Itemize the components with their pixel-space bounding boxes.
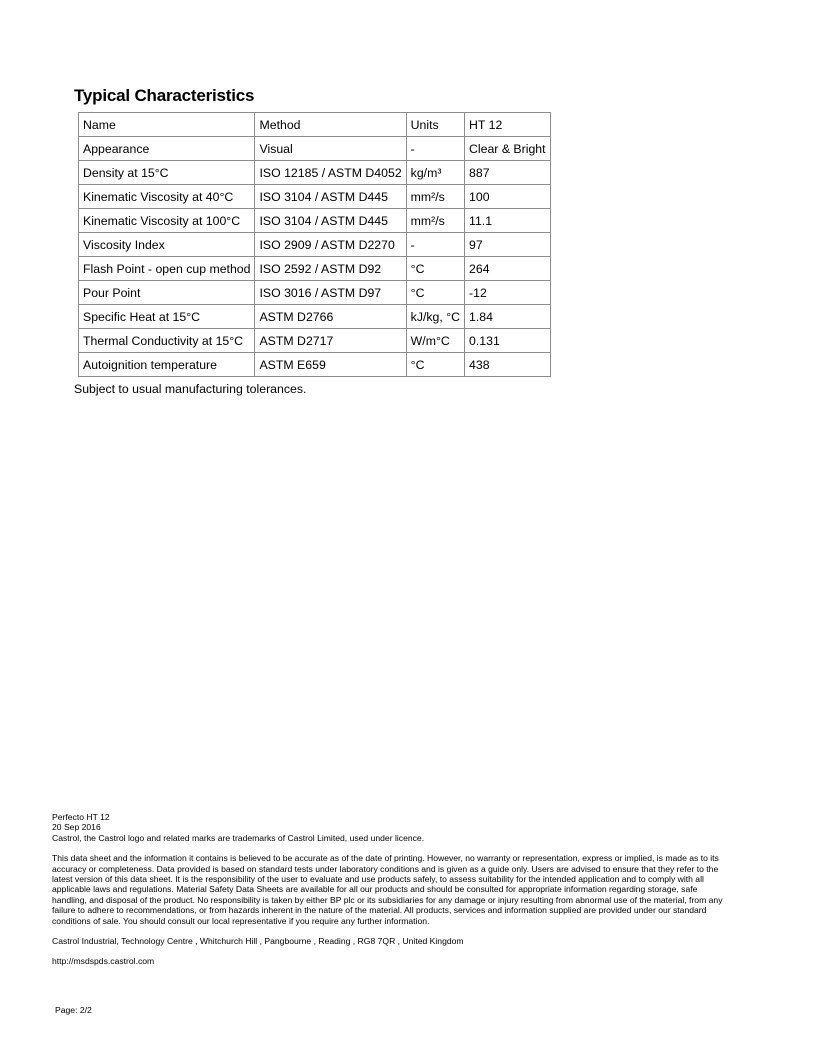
cell-value: 97 [465, 233, 551, 257]
cell-method: ISO 2909 / ASTM D2270 [255, 233, 406, 257]
table-row [79, 257, 551, 281]
cell-method: ASTM E659 [255, 353, 406, 377]
cell-name: Viscosity Index [79, 233, 255, 257]
cell-name: Kinematic Viscosity at 100°C [79, 209, 255, 233]
footer-disclaimer: This data sheet and the information it contains is believed to be accurate as of the date of printing. However, no warranty or representation, express or implied, is made as to its accuracy or completeness. Data provided is based on standard tests under laboratory conditions and is given as a guide only. Users are advised to ensure that they refer to the latest version of this data sheet. It is the responsibility of the user to evaluate and use products safely, to assess suitability for the intended application and to comply with all applicable laws and regulations. Material Safety Data Sheets are available for all our products and should be consulted for appropriate information regarding storage, safe handling, and disposal of the product. No responsibility is taken by either BP plc or its subsidiaries for any damage or injury resulting from abnormal use of the material, from any failure to adhere to recommendations, or from hazards inherent in the nature of the material. All products, services and information supplied are provided under our standard conditions of sale. You should consult our local representative if you require any further information. [52, 853, 723, 926]
cell-method: Visual [255, 137, 406, 161]
header-method: Method [255, 113, 406, 137]
cell-name: Density at 15°C [79, 161, 255, 185]
cell-method: ASTM D2766 [255, 305, 406, 329]
header-product: HT 12 [465, 113, 551, 137]
cell-value: 264 [465, 257, 551, 281]
page-number: Page: 2/2 [55, 1005, 92, 1015]
table-row [79, 281, 551, 305]
cell-name: Thermal Conductivity at 15°C [79, 329, 255, 353]
table-row [79, 305, 551, 329]
table-header-row [79, 113, 551, 137]
cell-method: ISO 3104 / ASTM D445 [255, 209, 406, 233]
cell-units: °C [406, 353, 464, 377]
cell-units: W/m°C [406, 329, 464, 353]
characteristics-table [78, 112, 551, 377]
cell-units: - [406, 137, 464, 161]
cell-units: kg/m³ [406, 161, 464, 185]
table-row [79, 137, 551, 161]
cell-method: ASTM D2717 [255, 329, 406, 353]
cell-units: °C [406, 281, 464, 305]
section-title: Typical Characteristics [74, 86, 255, 105]
cell-value: 887 [465, 161, 551, 185]
table-row [79, 329, 551, 353]
footer-website: http://msdspds.castrol.com [52, 956, 155, 967]
cell-value: -12 [465, 281, 551, 305]
footer-date: 20 Sep 2016 [52, 822, 101, 833]
table-row [79, 209, 551, 233]
cell-value: 1.84 [465, 305, 551, 329]
cell-value: 11.1 [465, 209, 551, 233]
cell-name: Pour Point [79, 281, 255, 305]
cell-units: - [406, 233, 464, 257]
cell-name: Specific Heat at 15°C [79, 305, 255, 329]
table-row [79, 161, 551, 185]
footer [52, 812, 732, 967]
tolerance-note: Subject to usual manufacturing tolerances. [74, 382, 307, 396]
cell-method: ISO 3016 / ASTM D97 [255, 281, 406, 305]
table-row [79, 185, 551, 209]
cell-value: 100 [465, 185, 551, 209]
footer-trademark: Castrol, the Castrol logo and related marks are trademarks of Castrol Limited, used under licence. [52, 832, 425, 843]
cell-name: Flash Point - open cup method [79, 257, 255, 281]
cell-name: Appearance [79, 137, 255, 161]
cell-method: ISO 3104 / ASTM D445 [255, 185, 406, 209]
cell-method: ISO 12185 / ASTM D4052 [255, 161, 406, 185]
cell-units: kJ/kg, °C [406, 305, 464, 329]
cell-name: Autoignition temperature [79, 353, 255, 377]
cell-value: 438 [465, 353, 551, 377]
cell-method: ISO 2592 / ASTM D92 [255, 257, 406, 281]
header-units: Units [406, 113, 464, 137]
cell-units: °C [406, 257, 464, 281]
cell-value: Clear & Bright [465, 137, 551, 161]
header-name: Name [79, 113, 255, 137]
cell-units: mm²/s [406, 209, 464, 233]
table-row [79, 233, 551, 257]
table-row [79, 353, 551, 377]
footer-address: Castrol Industrial, Technology Centre , Whitchurch Hill , Pangbourne , Reading , RG8 7QR , United Kingdom [52, 936, 464, 947]
footer-product-name: Perfecto HT 12 [52, 812, 110, 822]
cell-value: 0.131 [465, 329, 551, 353]
cell-name: Kinematic Viscosity at 40°C [79, 185, 255, 209]
cell-units: mm²/s [406, 185, 464, 209]
